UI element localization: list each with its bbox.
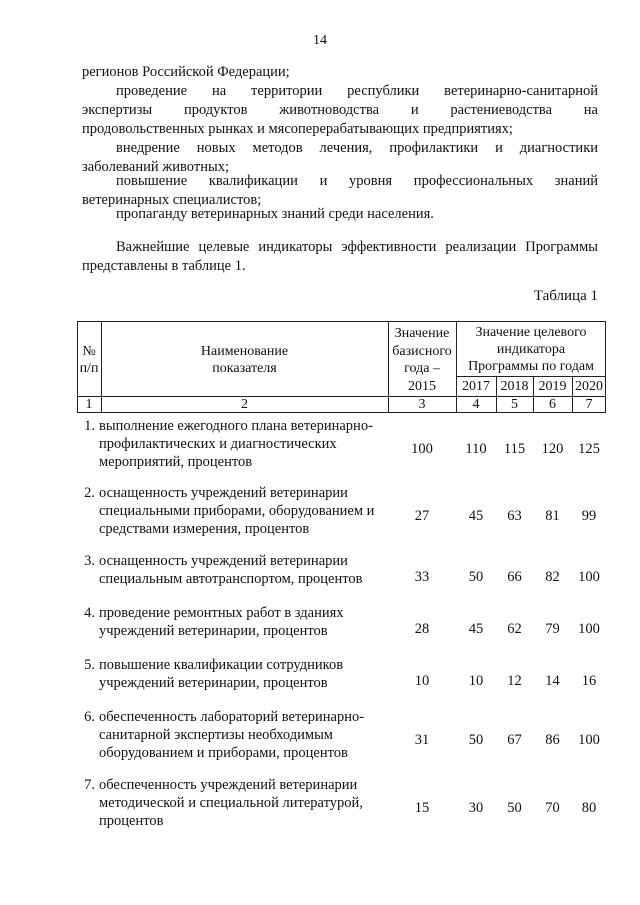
indicator-name [77, 484, 387, 538]
target-value-2019: 82 [545, 569, 560, 585]
indicator-number: 5. [84, 657, 95, 673]
indicator-name-line: средствами измерения, процентов [99, 521, 310, 537]
indicator-name-line [77, 484, 387, 502]
paragraph-line: внедрение новых методов лечения, профилактики и диагностики [116, 140, 598, 156]
indicator-name-line: мероприятий, процентов [99, 454, 253, 470]
paragraph-line: заболеваний животных; [82, 159, 229, 175]
header-year: 2019 [538, 379, 567, 394]
indicator-name-line: учреждений ветеринарии, процентов [99, 623, 328, 639]
paragraph-line: пропаганду ветеринарных знаний среди населения. [116, 206, 434, 222]
indicator-name [77, 604, 387, 640]
target-value-2018: 115 [503, 441, 526, 457]
indicator-name-line: специальным автотранспортом, процентов [99, 571, 363, 587]
indicator-text: оснащенность учреждений ветеринарии [99, 485, 348, 501]
indicator-name-line: учреждений ветеринарии, процентов [99, 675, 328, 691]
target-value-2019: 120 [541, 441, 564, 457]
base-value: 10 [414, 673, 430, 689]
column-number: 7 [585, 397, 593, 412]
indicator-name-line: методической и специальной литературой, [99, 795, 363, 811]
column-number: 1 [85, 397, 93, 412]
indicator-name-line: профилактических и диагностических [99, 436, 337, 452]
header-year: 2020 [575, 379, 603, 394]
target-value-2019: 86 [545, 732, 560, 748]
header-text: года – [404, 361, 440, 376]
target-value-2019: 14 [545, 673, 560, 689]
base-value: 100 [411, 441, 433, 457]
target-value-2020: 99 [581, 508, 597, 524]
header-text: Наименование [200, 344, 289, 359]
column-number: 2 [241, 397, 248, 412]
header-target [456, 324, 606, 375]
paragraph-line: ветеринарных специалистов; [82, 192, 262, 208]
base-value: 33 [414, 569, 430, 585]
paragraph-regions [82, 63, 598, 82]
paragraph-line: экспертизы продуктов животноводства и растениеводства на [82, 102, 598, 118]
indicator-name-line [77, 776, 387, 794]
indicator-name [77, 776, 387, 830]
indicator-name-line [77, 552, 387, 570]
target-value-2020: 100 [578, 621, 600, 637]
target-value-2018: 50 [507, 800, 522, 816]
header-text: показателя [212, 361, 277, 376]
indicator-name-line: процентов [99, 813, 164, 829]
header-name [101, 343, 388, 377]
target-value-2017: 45 [468, 508, 484, 524]
table-caption: Таблица 1 [533, 288, 598, 304]
paragraph-expertise [82, 82, 598, 139]
header-base [388, 325, 456, 395]
header-text: индикатора [496, 342, 566, 357]
target-value-2020: 16 [581, 673, 597, 689]
page-number: 14 [313, 33, 327, 48]
target-value-2018: 63 [507, 508, 522, 524]
target-value-2018: 12 [507, 673, 522, 689]
indicator-name-line: санитарной экспертизы необходимым [99, 727, 333, 743]
paragraph-line: повышение квалификации и уровня профессиональных знаний [116, 173, 598, 189]
indicator-name [77, 708, 387, 762]
target-value-2018: 66 [507, 569, 522, 585]
target-value-2017: 45 [468, 621, 484, 637]
column-number: 4 [472, 397, 480, 412]
base-value: 27 [414, 508, 430, 524]
paragraph-propaganda [82, 205, 598, 224]
target-value-2019: 81 [545, 508, 560, 524]
header-text: № [82, 344, 96, 359]
target-value-2020: 80 [581, 800, 597, 816]
table-border [456, 376, 606, 377]
base-value: 15 [414, 800, 430, 816]
indicator-number: 1. [84, 418, 95, 434]
column-number: 3 [418, 397, 426, 412]
table-header [77, 321, 606, 413]
header-year: 2017 [462, 379, 490, 394]
paragraph-indicators-intro [82, 238, 598, 276]
target-value-2017: 50 [468, 569, 484, 585]
target-value-2020: 125 [578, 441, 600, 457]
indicator-number: 2. [84, 485, 95, 501]
indicator-text: обеспеченность лабораторий ветеринарно- [99, 709, 365, 725]
indicator-name [77, 656, 387, 692]
target-value-2017: 110 [465, 441, 487, 457]
indicator-name [77, 552, 387, 588]
paragraph-line: Важнейшие целевые индикаторы эффективности реализации Программы [116, 239, 598, 255]
indicator-text: оснащенность учреждений ветеринарии [99, 553, 348, 569]
indicator-text: проведение ремонтных работ в зданиях [99, 605, 344, 621]
header-text: Значение целевого [475, 325, 587, 340]
paragraph-line: проведение на территории республики ветеринарно-санитарной [116, 83, 598, 99]
header-num [77, 343, 101, 377]
base-value: 31 [414, 732, 430, 748]
indicator-name-line [77, 604, 387, 622]
paragraph-line: регионов Российской Федерации; [82, 64, 290, 80]
header-text: п/п [79, 361, 99, 376]
paragraph-line: представлены в таблице 1. [82, 258, 246, 274]
header-text: Значение [394, 326, 450, 341]
target-value-2017: 10 [468, 673, 484, 689]
indicator-number: 6. [84, 709, 95, 725]
base-value: 28 [414, 621, 430, 637]
indicator-name [77, 417, 387, 471]
indicator-text: обеспеченность учреждений ветеринарии [99, 777, 358, 793]
indicator-number: 3. [84, 553, 95, 569]
indicator-name-line [77, 417, 387, 435]
target-value-2019: 79 [545, 621, 560, 637]
target-value-2018: 62 [507, 621, 522, 637]
target-value-2019: 70 [545, 800, 560, 816]
indicator-text: выполнение ежегодного плана ветеринарно- [99, 418, 373, 434]
target-value-2020: 100 [578, 569, 600, 585]
indicator-number: 4. [84, 605, 95, 621]
target-value-2017: 30 [468, 800, 484, 816]
target-value-2017: 50 [468, 732, 484, 748]
header-text: базисного [392, 343, 452, 359]
header-text: 2015 [408, 378, 436, 394]
indicator-name-line [77, 708, 387, 726]
column-number: 6 [549, 397, 556, 412]
table-border [77, 321, 606, 322]
indicator-name-line: оборудованием и приборами, процентов [99, 745, 348, 761]
indicator-name-line: специальными приборами, оборудованием и [99, 503, 375, 519]
header-year: 2018 [500, 379, 529, 394]
indicator-number: 7. [84, 777, 95, 793]
indicator-text: повышение квалификации сотрудников [99, 657, 344, 673]
header-text: Программы по годам [468, 359, 594, 374]
target-value-2020: 100 [578, 732, 600, 748]
paragraph-line: продовольственных рынках и мясоперерабатывающих предприятиях; [82, 121, 513, 137]
column-number: 5 [511, 397, 518, 412]
indicator-name-line [77, 656, 387, 674]
target-value-2018: 67 [507, 732, 522, 748]
